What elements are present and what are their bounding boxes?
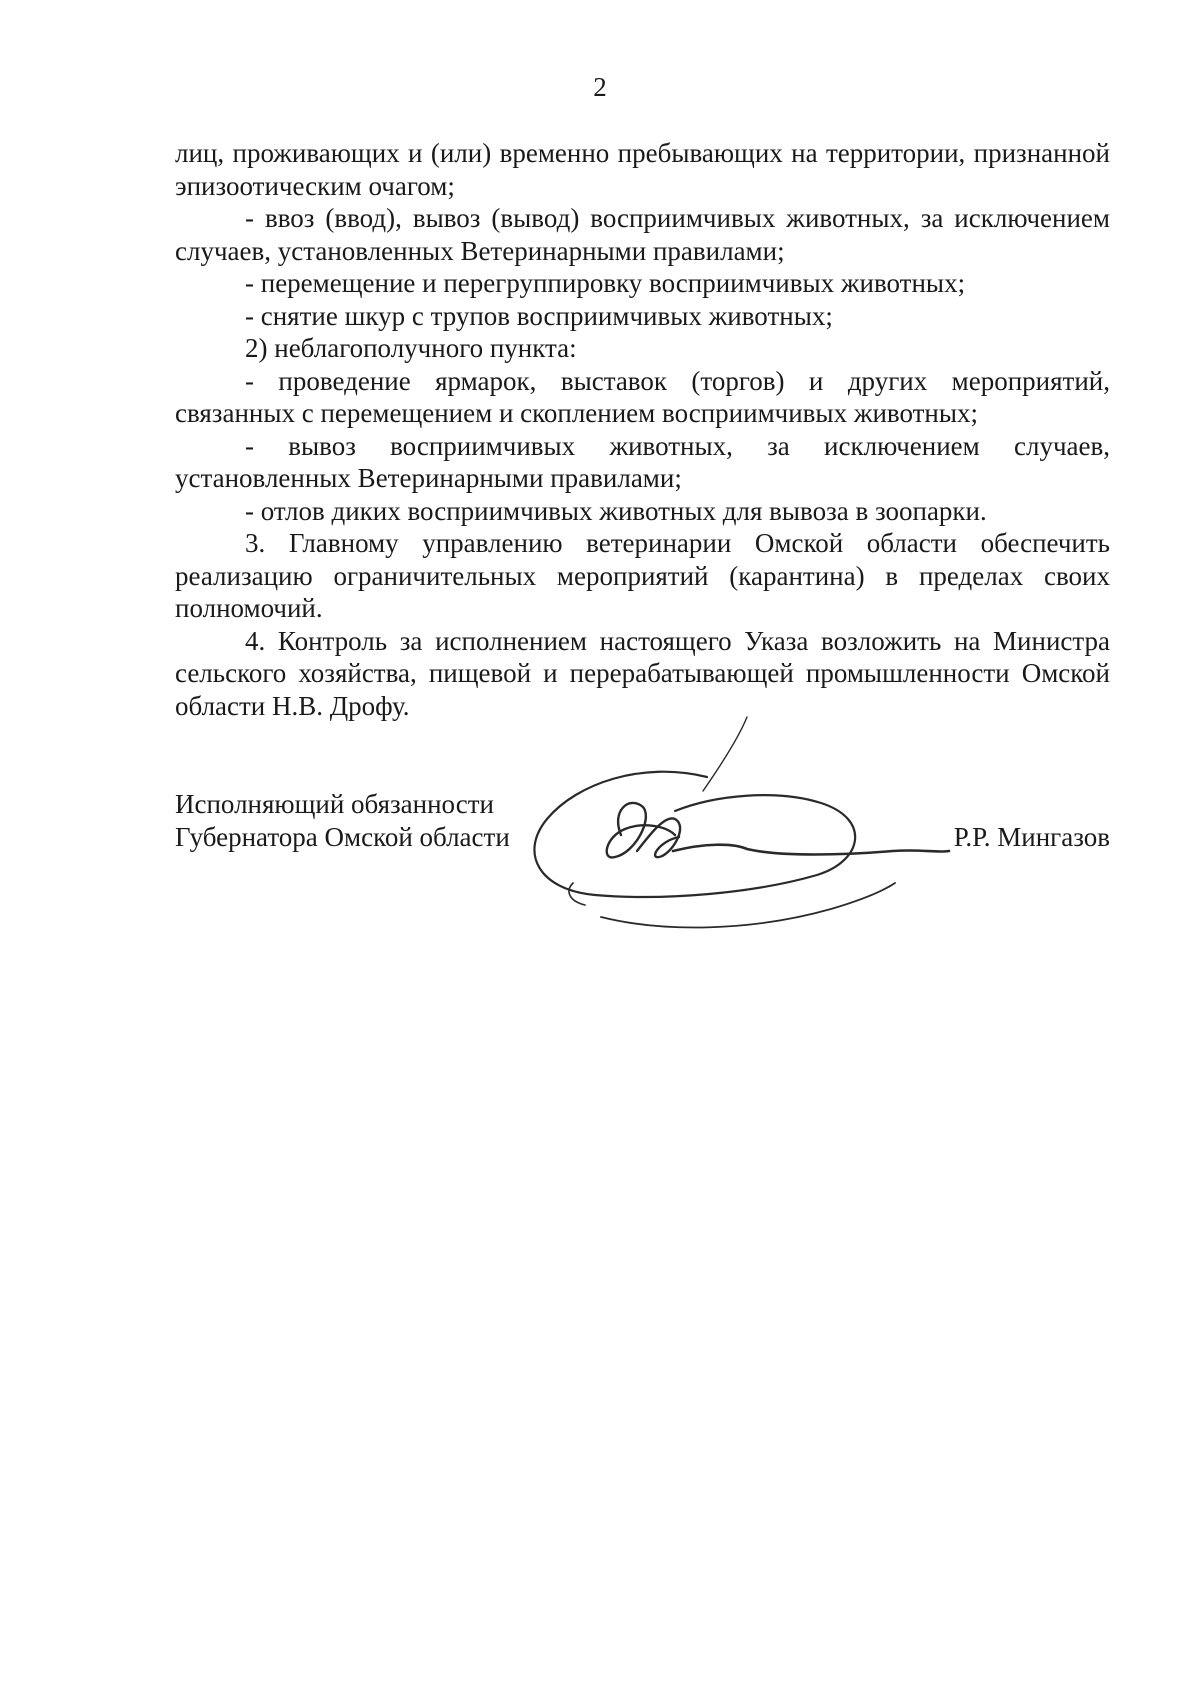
clause-3: 3. Главному управлению ветеринарии Омской области обеспечить реализацию ограничительных мероприятий (карантина) в пределах своих полномочий. bbox=[175, 528, 1110, 623]
list-item-regrouping: - перемещение и перегруппировку восприимчивых животных; bbox=[245, 268, 966, 298]
list-item-import-export: - ввоз (ввод), вывоз (вывод) восприимчивых животных, за исключением случаев, установленных Ветеринарными правилами; bbox=[175, 203, 1110, 266]
paragraph-continuation: лиц, проживающих и (или) временно пребывающих на территории, признанной эпизоотическим очагом; bbox=[175, 138, 1110, 201]
handwritten-signature bbox=[525, 715, 985, 940]
page-number: 2 bbox=[593, 72, 607, 102]
list-item-export: - вывоз восприимчивых животных, за исключением случаев, установленных Ветеринарными правилами; bbox=[175, 430, 1110, 493]
document-body bbox=[175, 137, 1110, 722]
list-item-fairs: - проведение ярмарок, выставок (торгов) и других мероприятий, связанных с перемещением и скоплением восприимчивых животных; bbox=[175, 365, 1110, 428]
list-item-wild-capture: - отлов диких восприимчивых животных для вывоза в зоопарки. bbox=[245, 495, 987, 526]
signatory-title bbox=[175, 788, 510, 854]
clause-4: 4. Контроль за исполнением настоящего Указа возложить на Министра сельского хозяйства, пищевой и перерабатывающей промышленности Омской области Н.В. Дрофу. bbox=[175, 625, 1110, 721]
list-item-skinning: - снятие шкур с трупов восприимчивых животных; bbox=[245, 300, 833, 331]
signatory-title-line2: Губернатора Омской области bbox=[175, 822, 510, 852]
signatory-title-line1: Исполняющий обязанности bbox=[175, 789, 494, 819]
subheading-unfavorable-point: 2) неблагополучного пункта: bbox=[245, 333, 577, 363]
signatory-name: Р.Р. Мингазов bbox=[953, 822, 1110, 852]
